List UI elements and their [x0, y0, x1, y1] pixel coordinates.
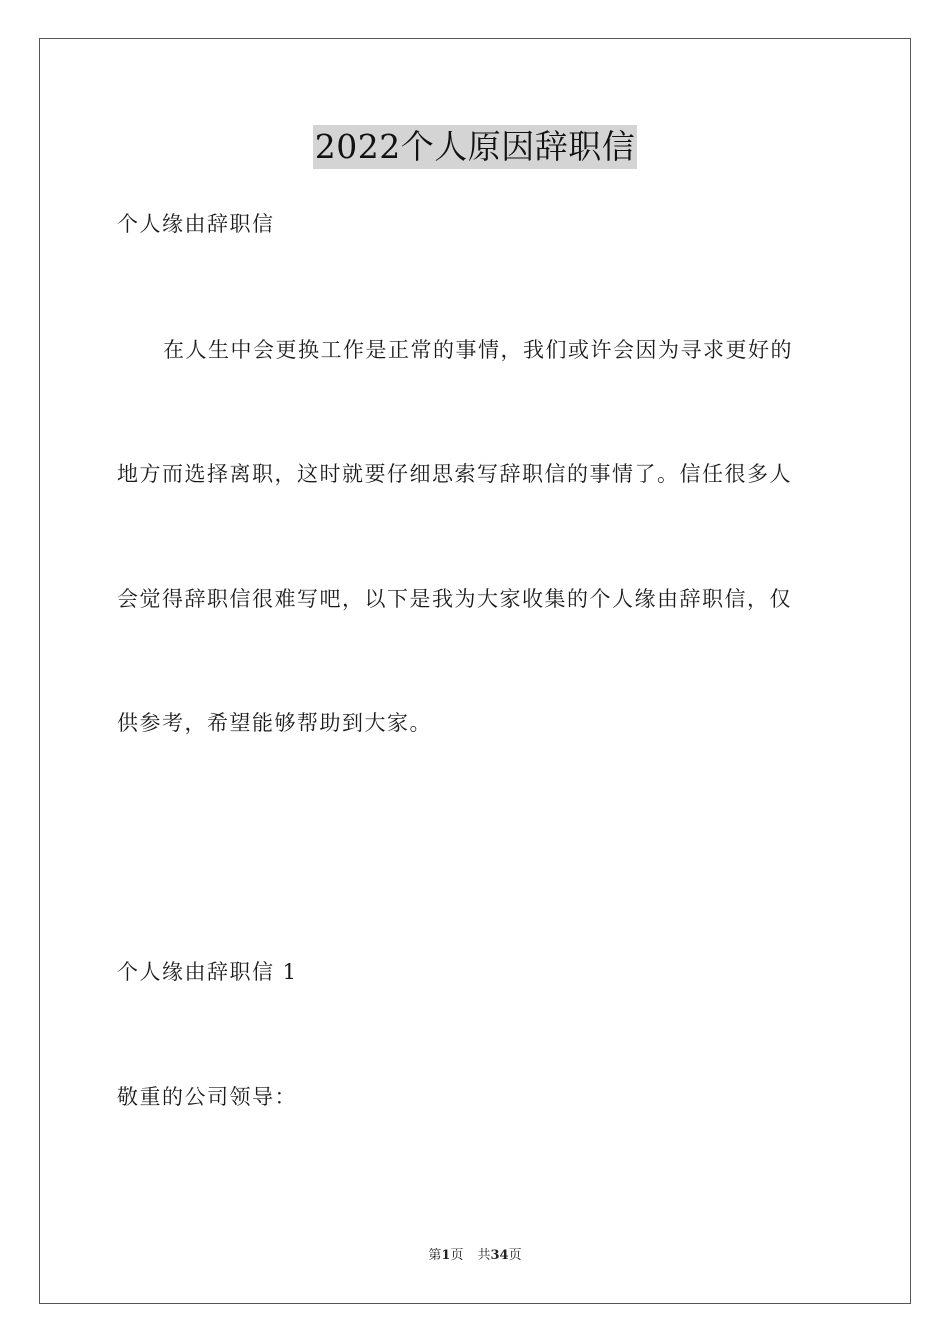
page-suffix: 页	[450, 1248, 464, 1263]
title-container	[0, 125, 950, 169]
document-title: 2022个人原因辞职信	[313, 125, 637, 169]
intro-line-3: 会觉得辞职信很难写吧，以下是我为大家收集的个人缘由辞职信，仅	[117, 587, 792, 611]
document-heading: 个人缘由辞职信	[117, 212, 275, 236]
total-prefix: 共	[477, 1248, 491, 1263]
page-prefix: 第	[428, 1248, 442, 1263]
intro-line-4: 供参考，希望能够帮助到大家。	[117, 711, 432, 735]
total-suffix: 页	[508, 1248, 522, 1263]
total-pages: 34	[490, 1248, 509, 1263]
intro-line-2: 地方而选择离职，这时就要仔细思索写辞职信的事情了。信任很多人	[117, 462, 792, 486]
page-number: 1	[441, 1248, 451, 1263]
salutation: 敬重的公司领导：	[117, 1085, 297, 1109]
intro-line-1: 在人生中会更换工作是正常的事情，我们或许会因为寻求更好的	[163, 338, 793, 362]
section-title: 个人缘由辞职信 1	[117, 960, 298, 984]
page-footer	[0, 1247, 950, 1265]
